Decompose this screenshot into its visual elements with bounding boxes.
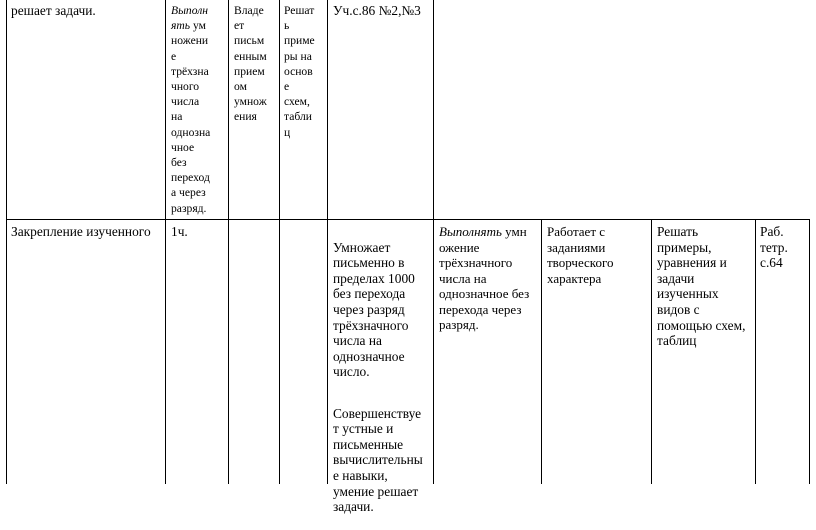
col-border-2 xyxy=(228,0,229,484)
row2-results-p2: Совершенствуе т устные и письменные вычислительны е навыки, умение решает задачи. xyxy=(333,405,423,515)
col-border-3 xyxy=(279,0,280,484)
row1-cell-activity xyxy=(171,3,226,216)
col-border-8 xyxy=(755,219,756,484)
row2-cell-homework: Раб. тетр. с.64 xyxy=(760,224,788,271)
row-divider xyxy=(6,219,810,220)
row1-activity-italic: Выполн ять xyxy=(171,4,209,33)
col-border-5 xyxy=(433,0,434,484)
col-border-1 xyxy=(165,0,166,484)
row2-activity-text: умн ожение трёхзначного числа на однозначное без перехода через разряд. xyxy=(439,224,530,332)
col-border-4 xyxy=(327,0,328,484)
row1-cell-stage: решает задачи. xyxy=(11,3,96,18)
col-border-right xyxy=(809,219,810,484)
row1-cell-reference: Уч.с.86 №2,№3 xyxy=(333,3,421,18)
row2-cell-hours: 1ч. xyxy=(171,224,188,239)
row1-cell-skill: Владе ет письм енным прием ом умнож ения xyxy=(234,4,267,124)
row2-cell-task: Решать примеры, уравнения и задачи изученных видов с помощью схем, таблиц xyxy=(657,224,746,349)
row1-cell-task: Решат ь приме ры на основ е схем, табли ц xyxy=(284,4,315,139)
col-border-left xyxy=(6,0,7,484)
row2-cell-creative: Работает с заданиями творческого характера xyxy=(547,224,614,286)
row2-cell-stage: Закрепление изученного xyxy=(11,224,151,239)
row2-cell-results xyxy=(333,224,433,530)
row1-activity-text: ум ножени е трёхзна чного числа на однозна чное без переход а через разряд. xyxy=(171,19,211,215)
row2-activity-italic: Выполнять xyxy=(439,224,502,239)
lesson-plan-table xyxy=(6,0,810,515)
col-border-7 xyxy=(651,219,652,484)
row2-cell-activity xyxy=(439,224,541,333)
col-border-6 xyxy=(541,219,542,484)
row2-results-p1: Умножает письменно в пределах 1000 без перехода через разряд трёхзначного числа на однозначное число. xyxy=(333,239,415,380)
